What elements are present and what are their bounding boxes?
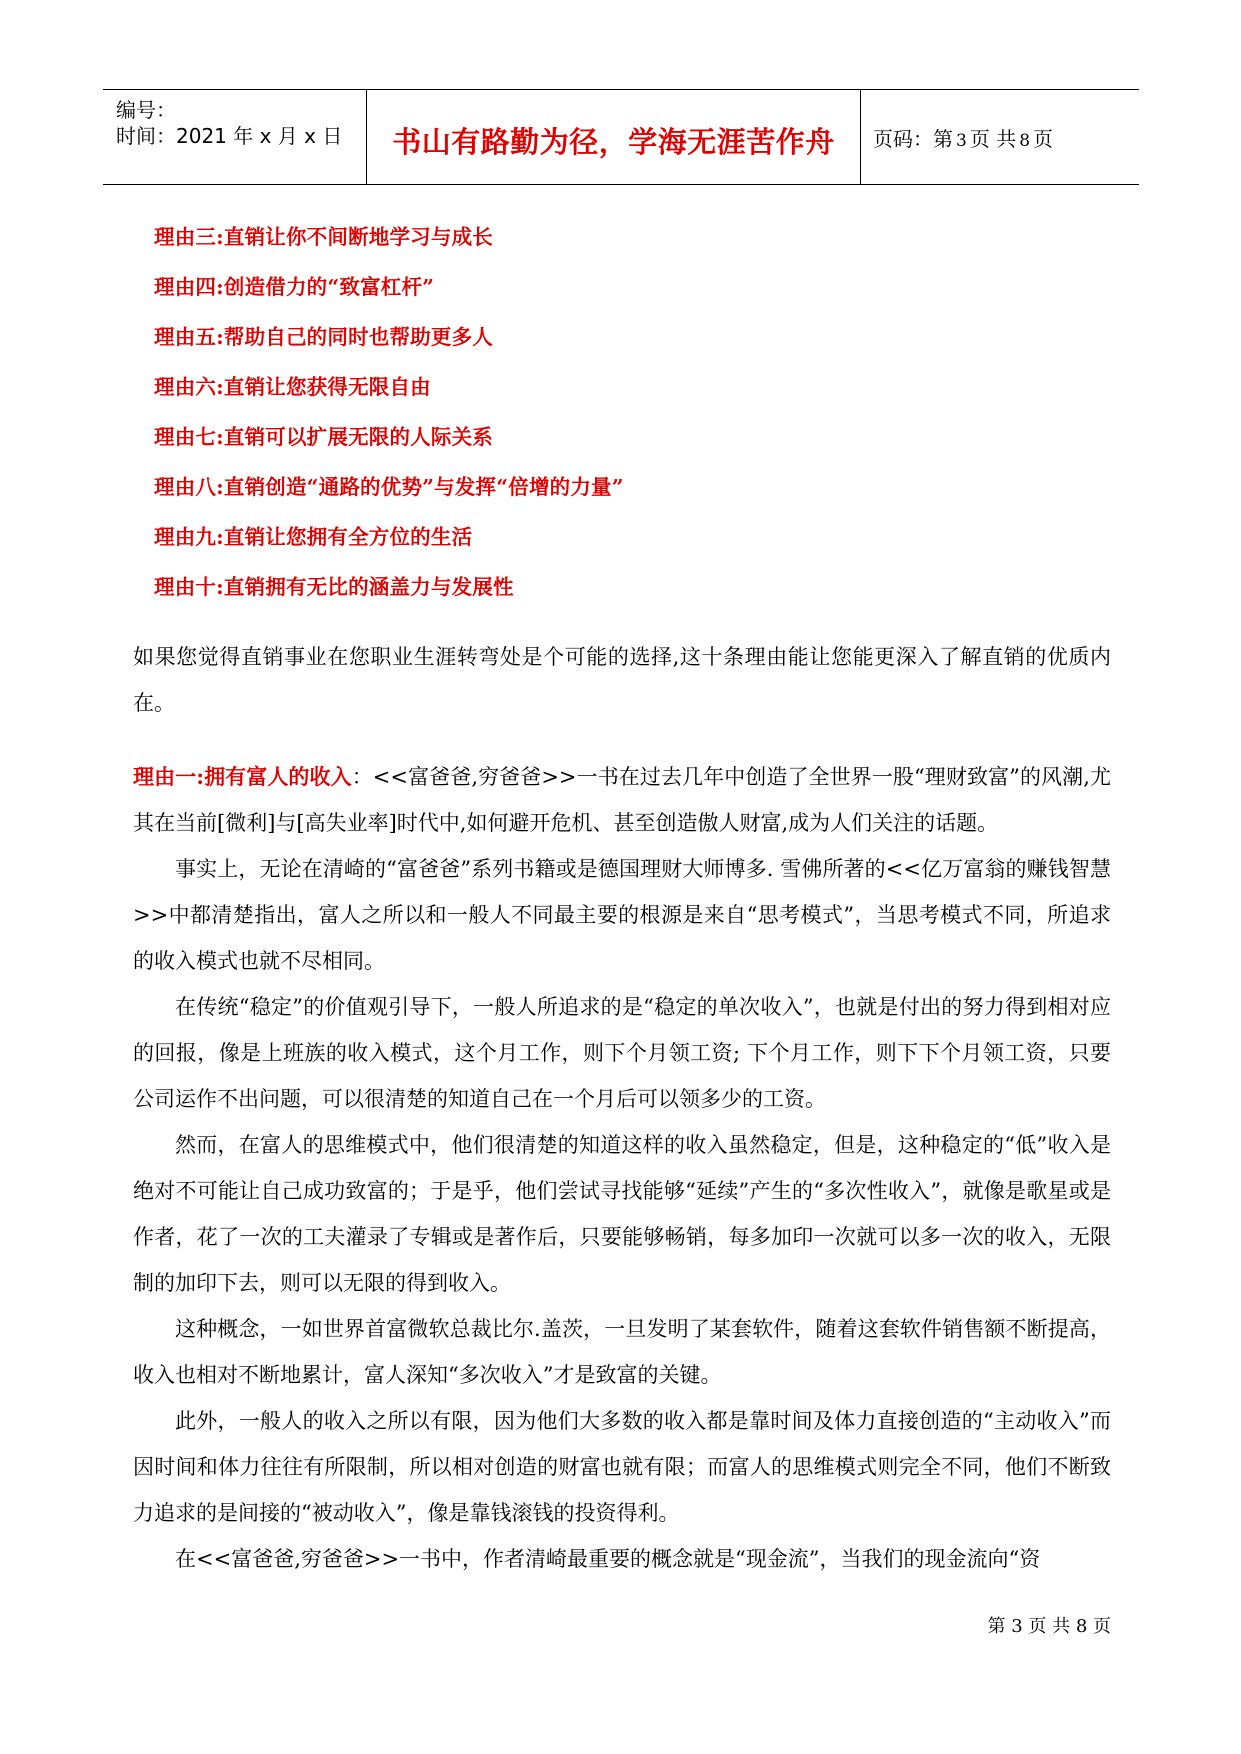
page-footer: 第 3 页 共 8 页 — [987, 1616, 1111, 1637]
body-paragraph: 在<<富爸爸,穷爸爸>>一书中，作者清崎最重要的概念就是“现金流”，当我们的现金流向“资 — [175, 1547, 1041, 1571]
reason-item: 理由九:直销让您拥有全方位的生活 — [154, 525, 473, 549]
reason-item: 理由五:帮助自己的同时也帮助更多人 — [154, 325, 493, 349]
page-mid: 页 共 — [969, 127, 1017, 151]
header-middle-cell — [367, 90, 861, 184]
document-number-label: 编号： — [116, 98, 176, 122]
reason-item: 理由七:直销可以扩展无限的人际关系 — [154, 425, 493, 449]
reason-item: 理由六:直销让您获得无限自由 — [154, 375, 431, 399]
reason-one-text: ：<<富爸爸,穷爸爸>>一书在过去几年中创造了全世界一股“理财致富”的风潮,尤其在当前[微利]与[高失业率]时代中,如何避开危机、甚至创造傲人财富,成为人们关注的话题。 — [133, 765, 1111, 835]
body-paragraph: 然而，在富人的思维模式中，他们很清楚的知道这样的收入虽然稳定，但是，这种稳定的“低”收入是绝对不可能让自己成功致富的；于是乎，他们尝试寻找能够“延续”产生的“多次性收入”，就像是歌星或是作者，花了一次的工夫灌录了专辑或是著作后，只要能够畅销，每多加印一次就可以多一次的收入，无限制的加印下去，则可以无限的得到收入。 — [133, 1133, 1111, 1295]
reason-item: 理由三:直销让你不间断地学习与成长 — [154, 225, 493, 249]
page-total: 8 — [1019, 131, 1031, 151]
body-paragraph: 在传统“稳定”的价值观引导下，一般人所追求的是“稳定的单次收入”，也就是付出的努力得到相对应的回报，像是上班族的收入模式，这个月工作，则下个月领工资; 下个月工作，则下下个月领工资，只要公司运作不出问题，可以很清楚的知道自己在一个月后可以领多少的工资。 — [133, 995, 1111, 1111]
body-paragraph: 这种概念，一如世界首富微软总裁比尔.盖茨，一旦发明了某套软件，随着这套软件销售额不断提高，收入也相对不断地累计，富人深知“多次收入”才是致富的关键。 — [133, 1317, 1111, 1387]
intro-paragraph: 如果您觉得直销事业在您职业生涯转弯处是个可能的选择,这十条理由能让您能更深入了解直销的优质内在。 — [133, 645, 1111, 715]
body-text — [133, 634, 1111, 1582]
body-paragraph: 此外，一般人的收入之所以有限，因为他们大多数的收入都是靠时间及体力直接创造的“主动收入”而因时间和体力往往有所限制，所以相对创造的财富也就有限；而富人的思维模式则完全不同，他们不断致力追求的是间接的“被动收入”，像是靠钱滚钱的投资得利。 — [133, 1409, 1111, 1525]
reason-one-paragraph — [133, 754, 1111, 846]
reasons-list — [154, 212, 624, 612]
page-header — [103, 89, 1139, 185]
page-current: 3 — [956, 131, 967, 151]
page-suffix: 页 — [1033, 127, 1054, 151]
body-paragraph: 事实上，无论在清崎的“富爸爸”系列书籍或是德国理财大师博多. 雪佛所著的<<亿万富翁的赚钱智慧>>中都清楚指出，富人之所以和一般人不同最主要的根源是来自“思考模式”，当思考模式不同，所追求的收入模式也就不尽相同。 — [133, 857, 1111, 973]
reason-item: 理由四:创造借力的“致富杠杆” — [154, 275, 435, 299]
reason-one-title: 理由一:拥有富人的收入 — [133, 764, 352, 789]
document-time-label: 时间：2021 年 x 月 x 日 — [116, 124, 343, 148]
header-page-indicator — [873, 123, 1053, 152]
header-right-cell — [861, 90, 1139, 184]
reason-item: 理由十:直销拥有无比的涵盖力与发展性 — [154, 575, 514, 599]
header-motto: 书山有路勤为径，学海无涯苦作舟 — [392, 125, 835, 159]
reason-item: 理由八:直销创造“通路的优势”与发挥“倍增的力量” — [154, 475, 624, 499]
header-left-cell — [103, 90, 367, 184]
page-prefix: 页码：第 — [873, 127, 953, 151]
